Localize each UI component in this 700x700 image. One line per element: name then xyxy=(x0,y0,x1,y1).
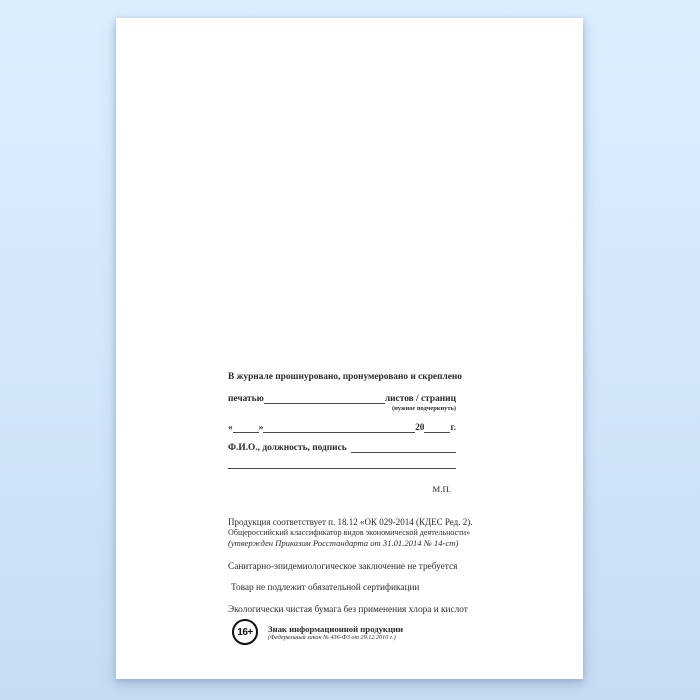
signature-continuation-line xyxy=(228,468,456,469)
stamp-placeholder xyxy=(228,484,456,494)
conformity-paragraph xyxy=(228,517,473,549)
signature-blank-field xyxy=(351,452,456,453)
paper-sheet xyxy=(116,18,583,679)
seal-suffix: листов / страниц xyxy=(384,394,456,404)
age-rating-badge-text: 16+ xyxy=(237,626,253,638)
seal-row xyxy=(228,394,456,405)
binding-statement-text: В журнале прошнуровано, пронумеровано и скреплено xyxy=(228,372,462,382)
year-prefix: 20 xyxy=(415,423,425,433)
date-row xyxy=(228,423,456,434)
conformity-line-1: Продукция соответствует п. 18.12 «ОК 029-2014 (КДЕС Ред. 2). xyxy=(228,517,473,527)
month-blank-field xyxy=(263,432,415,433)
signature-label: Ф.И.О., должность, подпись xyxy=(228,443,347,453)
age-rating-block xyxy=(232,619,403,645)
sheets-count-blank-field xyxy=(264,403,385,404)
open-quote: « xyxy=(228,423,233,433)
age-rating-text-block xyxy=(268,619,403,642)
conformity-line-2: Общероссийский классификатор видов экономической деятельности» xyxy=(228,528,471,537)
year-suffix: г. xyxy=(450,423,456,433)
seal-prefix: печатью xyxy=(228,394,264,404)
year-blank-field xyxy=(424,432,450,433)
sanitary-statement: Санитарно-эпидемиологическое заключение не требуется xyxy=(228,562,458,572)
binding-statement xyxy=(228,372,462,383)
conformity-line-3: (утвержден Приказом Росстандарта от 31.01.2014 № 14-ст) xyxy=(228,538,459,548)
age-rating-title: Знак информационной продукции xyxy=(268,624,403,634)
age-rating-law: (Федеральный закон № 436-ФЗ от 29.12.2010 г.) xyxy=(268,634,396,641)
stamp-abbr-text: М.П. xyxy=(432,484,451,494)
day-blank-field xyxy=(233,432,259,433)
underline-note xyxy=(228,405,456,412)
certification-statement: Товар не подлежит обязательной сертификации xyxy=(231,583,420,593)
underline-note-text: (нужное подчеркнуть) xyxy=(392,405,456,412)
eco-paper-statement: Экологически чистая бумага без применения хлора и кислот xyxy=(228,605,468,615)
age-rating-16plus-icon xyxy=(232,619,258,645)
signature-row xyxy=(228,443,456,454)
close-quote: » xyxy=(258,423,264,433)
